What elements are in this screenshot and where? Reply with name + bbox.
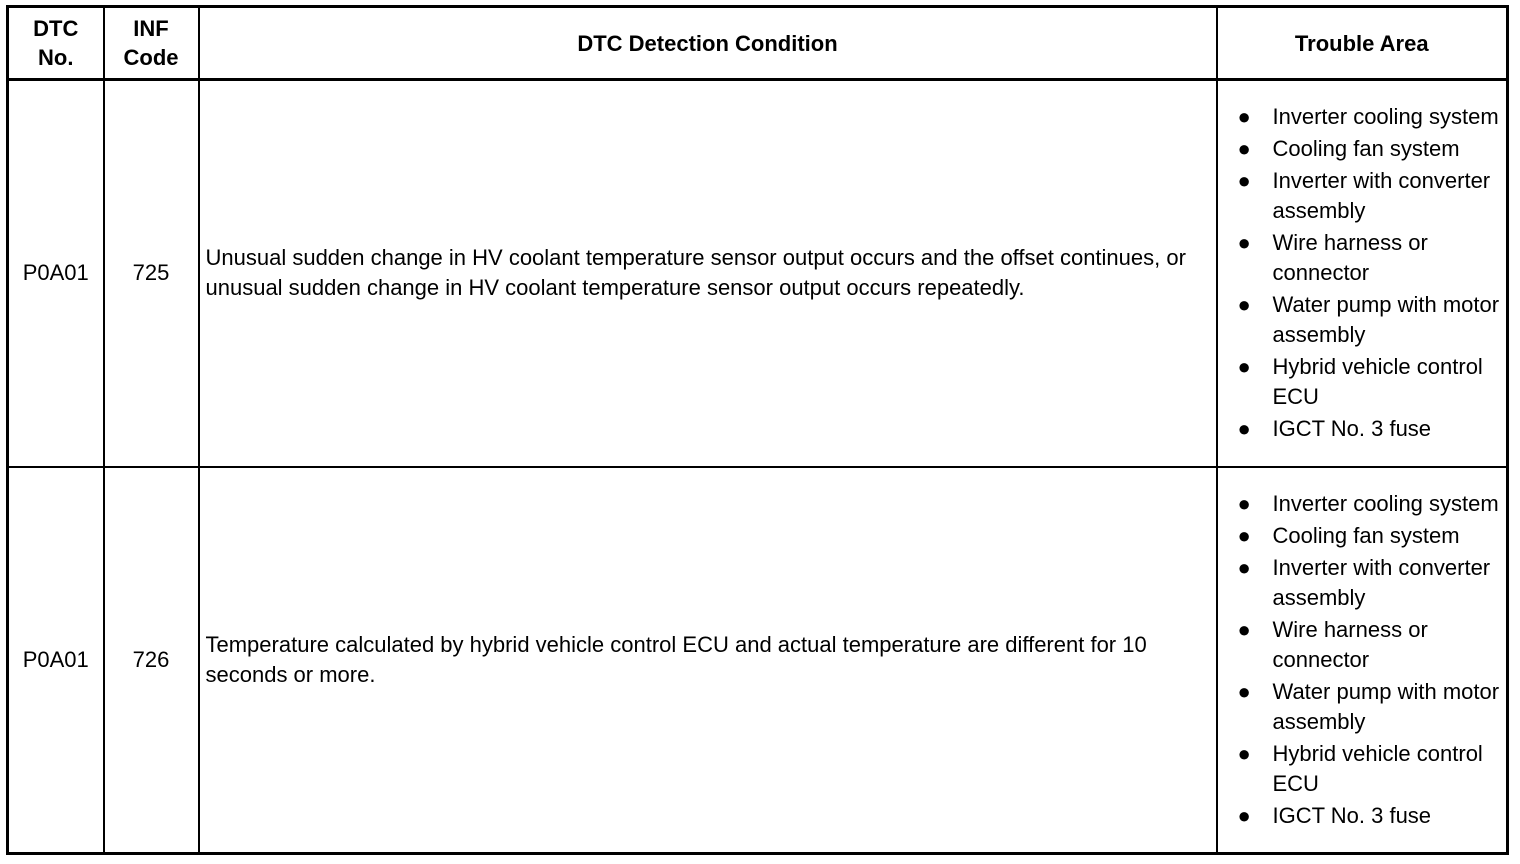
trouble-area-text: Wire harness or connector [1272,230,1428,286]
dtc-table [6,5,1509,855]
table-row [8,80,1508,467]
trouble-area-text: Cooling fan system [1272,136,1460,162]
header-inf-code [104,7,199,80]
list-item [1238,134,1503,164]
table-header [8,7,1508,80]
trouble-area-text: IGCT No. 3 fuse [1272,416,1432,442]
cell-inf-code: 725 [104,80,199,467]
trouble-area-text: Water pump with motor assembly [1272,292,1500,348]
bullet-icon: ● [1237,230,1251,256]
cell-dtc-no: P0A01 [8,80,104,467]
cell-trouble-area [1217,467,1508,854]
bullet-icon: ● [1237,104,1251,130]
trouble-area-text: Inverter with converter assembly [1272,168,1491,224]
trouble-area-text: Hybrid vehicle control ECU [1272,740,1483,796]
cell-condition: Temperature calculated by hybrid vehicle control ECU and actual temperature are different for 10 seconds or more. [199,467,1217,854]
header-dtc-no [8,7,104,80]
list-item [1238,521,1503,551]
bullet-icon: ● [1237,802,1251,828]
cell-dtc-no: P0A01 [8,467,104,854]
trouble-area-list [1238,489,1503,831]
header-trouble-area: Trouble Area [1217,7,1508,80]
trouble-area-list [1238,102,1503,444]
bullet-icon: ● [1237,354,1251,380]
bullet-icon: ● [1237,554,1251,580]
bullet-icon: ● [1237,616,1251,642]
trouble-area-text: Hybrid vehicle control ECU [1272,354,1483,410]
bullet-icon: ● [1237,168,1251,194]
bullet-icon: ● [1237,136,1251,162]
list-item [1238,801,1503,831]
bullet-icon: ● [1237,490,1251,516]
bullet-icon: ● [1237,740,1251,766]
list-item [1238,677,1503,737]
list-item [1238,553,1503,613]
trouble-area-text: Water pump with motor assembly [1272,678,1500,734]
header-dtc-no-label: DTC No. [33,16,79,70]
trouble-area-text: Cooling fan system [1272,522,1460,548]
list-item [1238,166,1503,226]
trouble-area-text: Wire harness or connector [1272,616,1428,672]
cell-inf-code: 726 [104,467,199,854]
header-condition: DTC Detection Condition [199,7,1217,80]
list-item [1238,290,1503,350]
header-inf-code-label: INF Code [123,16,179,70]
list-item [1238,352,1503,412]
trouble-area-text: Inverter with converter assembly [1272,554,1491,610]
trouble-area-text: Inverter cooling system [1272,490,1499,516]
trouble-area-text: IGCT No. 3 fuse [1272,802,1432,828]
header-row [8,7,1508,80]
table-body [8,80,1508,854]
cell-condition: Unusual sudden change in HV coolant temperature sensor output occurs and the offset continues, or unusual sudden change in HV coolant temperature sensor output occurs repeatedly. [199,80,1217,467]
list-item [1238,414,1503,444]
bullet-icon: ● [1237,292,1251,318]
table-row [8,467,1508,854]
list-item [1238,489,1503,519]
list-item [1238,228,1503,288]
cell-trouble-area [1217,80,1508,467]
list-item [1238,739,1503,799]
bullet-icon: ● [1237,522,1251,548]
trouble-area-text: Inverter cooling system [1272,104,1499,130]
bullet-icon: ● [1237,678,1251,704]
bullet-icon: ● [1237,416,1251,442]
list-item [1238,615,1503,675]
list-item [1238,102,1503,132]
